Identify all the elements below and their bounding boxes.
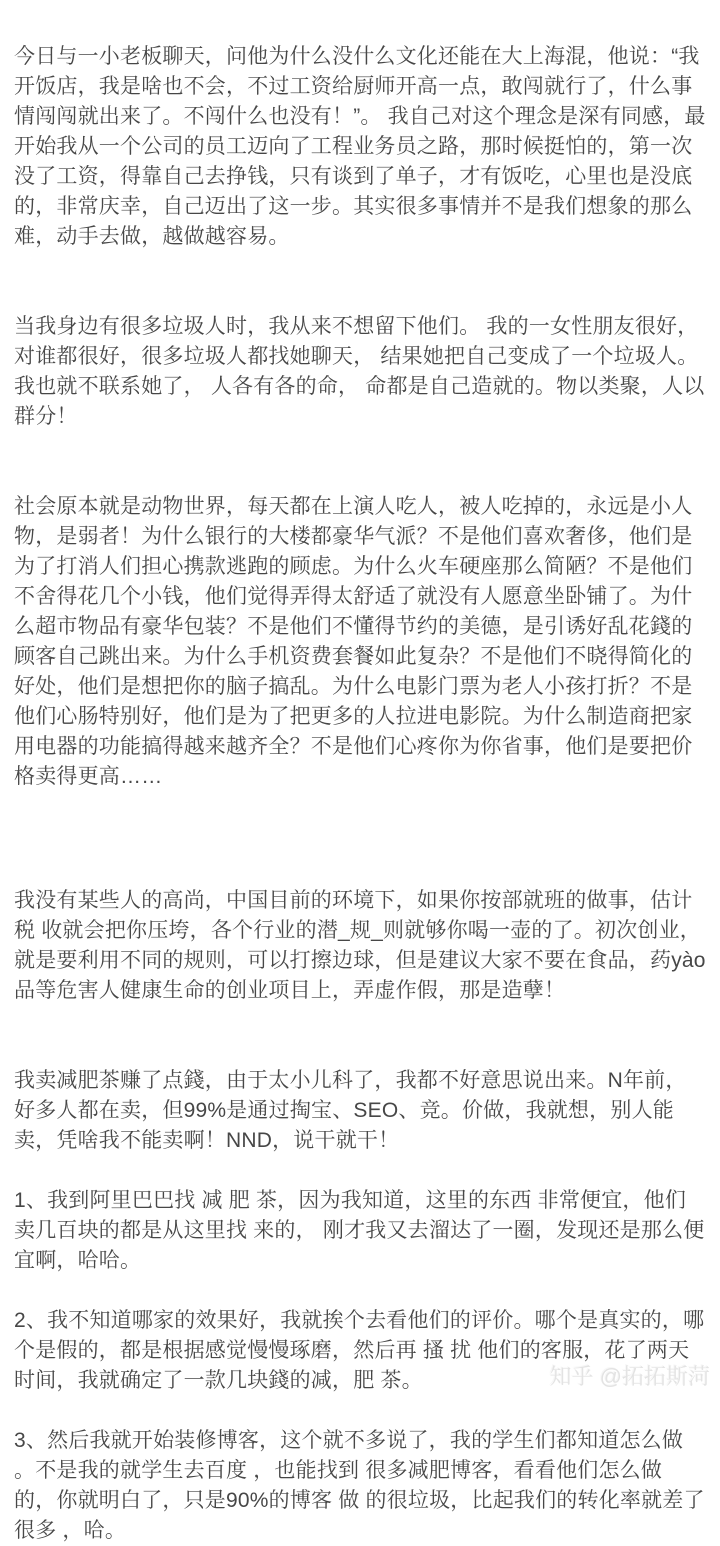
paragraph-3: 社会原本就是动物世界，每天都在上演人吃人，被人吃掉的，永远是小人物，是弱者！为什么银行的大楼都豪华气派？不是他们喜欢奢侈，他们是为了打消人们担心携款逃跑的顾虑。为什么火车硬座那么简陋？不是他们不舍得花几个小钱，他们觉得弄得太舒适了就没有人愿意坐卧铺了。为什么超市物品有豪华包装？不是他们不懂得节约的美德，是引诱好乱花錢的顾客自己跳出来。为什么手机资费套餐如此复杂？不是他们不晓得简化的好处，他们是想把你的脑子搞乱。为什么电影门票为老人小孩打折？不是他们心肠特别好，他们是为了把更多的人拉进电影院。为什么制造商把家用电器的功能搞得越来越齐全？不是他们心疼你为你省事，他们是要把价格卖得更高…… xyxy=(14,495,693,788)
list-item-1: 1、我到阿里巴巴找 减 肥 茶，因为我知道，这里的东西 非常便宜，他们 卖几百块的都是从这里找 来的， 刚才我又去溜达了一圈，发现还是那么便宜啊，哈哈。 xyxy=(14,1189,705,1272)
list-item-2: 2、我不知道哪家的效果好，我就挨个去看他们的评价。哪个是真实的，哪个是假的，都是根据感觉慢慢琢磨，然后再 搔 扰 他们的客服，花了两天时间，我就确定了一款几块錢的减，肥 茶。 xyxy=(14,1309,705,1392)
paragraph-2: 当我身边有很多垃圾人时，我从来不想留下他们。 我的一女性朋友很好，对谁都很好，很多垃圾人都找她聊天， 结果她把自己变成了一个垃圾人。 我也就不联系她了， 人各有各的命， 命都是自己造就的。物以类聚，人以群分！ xyxy=(14,315,705,428)
list-item-3: 3、然后我就开始装修博客，这个就不多说了，我的学生们都知道怎么做 。不是我的就学生去百度 ，也能找到 很多减肥博客，看看他们怎么做 的，你就明白了，只是90%的博客 做 的很垃圾，比起我们的转化率就差了很多 ，哈。 xyxy=(14,1429,705,1542)
paragraph-1: 今日与一小老板聊天，问他为什么没什么文化还能在大上海混，他说：“我开饭店，我是啥也不会，不过工资给厨师开高一点，敢闯就行了，什么事情闯闯就出来了。不闯什么也没有！”。 我自己对这个理念是深有同感，最开始我从一个公司的员工迈向了工程业务员之路，那时候挺怕的，第一次没了工资，得靠自己去挣钱，只有谈到了单子，才有饭吃，心里也是没底的，非常庆幸，自己迈出了这一步。其实很多事情并不是我们想象的那么难，动手去做，越做越容易。 xyxy=(14,45,706,248)
zhihu-watermark: 知乎 @拓拓斯菏 xyxy=(549,1364,710,1389)
paragraph-5: 我卖减肥茶赚了点錢，由于太小儿科了，我都不好意思说出来。N年前，好多人都在卖，但99%是通过掏宝、SEO、竞。价做，我就想，别人能卖，凭啥我不能卖啊！NND，说干就干！ xyxy=(14,1069,687,1152)
paragraph-4: 我没有某些人的高尚，中国目前的环境下，如果你按部就班的做事，估计税 收就会把你压垮，各个行业的潜_规_则就够你喝一壶的了。初次创业，就是要利用不同的规则，可以打擦边球，但是建议大家不要在食品，药yào 品等危害人健康生命的创业项目上，弄虚作假，那是造孽！ xyxy=(14,889,706,1002)
